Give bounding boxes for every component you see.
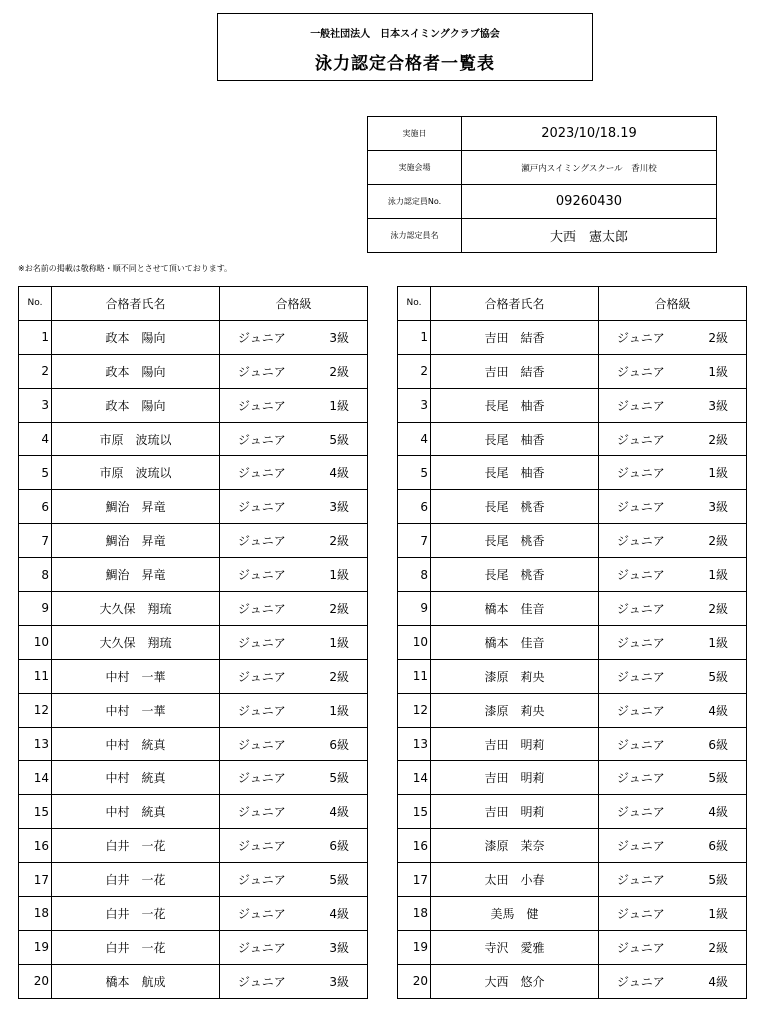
row-number: 20 [398,964,431,998]
grade-cell [599,625,747,659]
row-number: 4 [398,422,431,456]
row-number: 1 [19,320,52,354]
grade-value: 3級 [329,500,349,515]
grade-value: 5級 [329,771,349,786]
row-number: 18 [19,897,52,931]
table-row [19,795,368,829]
grade-cell [220,863,368,897]
table-row [19,558,368,592]
table-header-row [398,287,747,321]
left-table-body [19,320,368,998]
participant-name: 政本 陽向 [52,320,220,354]
participant-name: 鯛治 昇竜 [52,524,220,558]
grade-value: 6級 [329,839,349,854]
table-row [19,524,368,558]
grade-value: 3級 [708,500,728,515]
participant-name: 鯛治 昇竜 [52,558,220,592]
table-row [398,388,747,422]
participant-name: 白井 一花 [52,863,220,897]
grade-cell [599,456,747,490]
grade-level: ジュニア [238,839,286,854]
grade-value: 4級 [708,805,728,820]
grade-value: 1級 [708,364,728,379]
column-header-name: 合格者氏名 [431,287,599,321]
grade-value: 1級 [708,635,728,650]
participant-name: 吉田 明莉 [431,727,599,761]
organization-name: 一般社団法人 日本スイミングクラブ協会 [310,29,500,40]
grade-cell [220,659,368,693]
grade-value: 5級 [708,873,728,888]
grade-level: ジュニア [238,805,286,820]
grade-level: ジュニア [238,737,286,752]
grade-cell [599,930,747,964]
grade-value: 1級 [708,568,728,583]
title-box [217,13,593,81]
info-row [368,185,717,219]
grade-cell [599,524,747,558]
grade-value: 1級 [329,568,349,583]
participant-name: 中村 一華 [52,659,220,693]
table-row [19,354,368,388]
row-number: 11 [398,659,431,693]
participant-name: 中村 統真 [52,727,220,761]
grade-level: ジュニア [238,432,286,447]
participant-name: 中村 統真 [52,795,220,829]
grade-value: 3級 [329,974,349,989]
table-row [19,490,368,524]
grade-level: ジュニア [617,330,665,345]
grade-level: ジュニア [238,534,286,549]
participant-name: 白井 一花 [52,829,220,863]
info-label: 実施日 [368,117,462,151]
participant-name: 吉田 結香 [431,320,599,354]
grade-level: ジュニア [617,635,665,650]
column-header-no: No. [398,287,431,321]
info-value: 2023/10/18.19 [462,117,717,151]
grade-cell [599,592,747,626]
grade-level: ジュニア [617,466,665,481]
table-row [398,456,747,490]
grade-value: 1級 [708,906,728,921]
table-row [398,659,747,693]
grade-level: ジュニア [238,500,286,515]
grade-value: 1級 [329,703,349,718]
row-number: 14 [19,761,52,795]
row-number: 10 [19,625,52,659]
grade-level: ジュニア [617,839,665,854]
participant-name: 吉田 明莉 [431,761,599,795]
grade-value: 2級 [708,330,728,345]
grade-level: ジュニア [238,635,286,650]
column-header-grade: 合格級 [220,287,368,321]
participant-name: 中村 一華 [52,693,220,727]
grade-level: ジュニア [617,906,665,921]
grade-value: 6級 [329,737,349,752]
participant-name: 白井 一花 [52,897,220,931]
grade-level: ジュニア [617,601,665,616]
grade-value: 6級 [708,737,728,752]
grade-value: 5級 [329,873,349,888]
grade-level: ジュニア [238,568,286,583]
table-row [398,930,747,964]
grade-cell [599,795,747,829]
row-number: 15 [19,795,52,829]
column-header-name: 合格者氏名 [52,287,220,321]
grade-value: 1級 [329,635,349,650]
row-number: 19 [398,930,431,964]
grade-cell [599,490,747,524]
row-number: 20 [19,964,52,998]
participant-name: 鯛治 昇竜 [52,490,220,524]
table-row [19,693,368,727]
row-number: 3 [398,388,431,422]
table-row [398,625,747,659]
grade-cell [220,320,368,354]
row-number: 8 [19,558,52,592]
grade-level: ジュニア [617,669,665,684]
row-number: 6 [19,490,52,524]
table-row [398,761,747,795]
row-number: 18 [398,897,431,931]
grade-cell [220,592,368,626]
grade-value: 3級 [329,940,349,955]
grade-value: 1級 [708,466,728,481]
info-label: 泳力認定員名 [368,219,462,253]
left-results-table [18,286,368,999]
grade-level: ジュニア [238,974,286,989]
participant-name: 大西 悠介 [431,964,599,998]
table-row [19,964,368,998]
grade-cell [220,795,368,829]
participant-name: 漆原 莉央 [431,659,599,693]
row-number: 1 [398,320,431,354]
row-number: 9 [19,592,52,626]
grade-level: ジュニア [238,330,286,345]
table-row [398,897,747,931]
table-row [19,897,368,931]
table-row [19,422,368,456]
participant-name: 長尾 柚香 [431,422,599,456]
grade-cell [599,354,747,388]
table-row [398,558,747,592]
table-row [398,829,747,863]
grade-level: ジュニア [238,940,286,955]
grade-level: ジュニア [617,974,665,989]
row-number: 16 [398,829,431,863]
table-row [398,795,747,829]
table-row [19,863,368,897]
grade-cell [599,558,747,592]
row-number: 6 [398,490,431,524]
info-row [368,219,717,253]
table-row [19,930,368,964]
grade-level: ジュニア [617,805,665,820]
grade-level: ジュニア [238,601,286,616]
participant-name: 大久保 翔琉 [52,592,220,626]
grade-value: 5級 [708,771,728,786]
grade-cell [220,490,368,524]
grade-level: ジュニア [238,364,286,379]
grade-cell [220,897,368,931]
row-number: 5 [398,456,431,490]
grade-value: 2級 [329,534,349,549]
grade-value: 3級 [708,398,728,413]
row-number: 3 [19,388,52,422]
participant-name: 長尾 柚香 [431,388,599,422]
grade-level: ジュニア [238,466,286,481]
column-header-grade: 合格級 [599,287,747,321]
info-value: 瀬戸内スイミングスクール 香川校 [462,151,717,185]
row-number: 19 [19,930,52,964]
note-text: ※お名前の掲載は敬称略・順不同とさせて頂いております。 [18,264,233,273]
grade-level: ジュニア [617,940,665,955]
grade-cell [599,964,747,998]
grade-value: 4級 [329,906,349,921]
row-number: 2 [19,354,52,388]
grade-value: 3級 [329,330,349,345]
grade-cell [220,727,368,761]
participant-name: 寺沢 愛雅 [431,930,599,964]
grade-cell [220,388,368,422]
participant-name: 橋本 航成 [52,964,220,998]
grade-cell [220,625,368,659]
table-row [398,524,747,558]
participant-name: 橋本 佳音 [431,592,599,626]
grade-cell [599,829,747,863]
participant-name: 市原 波琉以 [52,456,220,490]
grade-value: 4級 [708,703,728,718]
participant-name: 長尾 桃香 [431,524,599,558]
participant-name: 美馬 健 [431,897,599,931]
row-number: 15 [398,795,431,829]
grade-cell [220,558,368,592]
row-number: 7 [398,524,431,558]
participant-name: 漆原 莉央 [431,693,599,727]
column-header-no: No. [19,287,52,321]
table-row [19,592,368,626]
grade-cell [599,727,747,761]
grade-level: ジュニア [617,398,665,413]
info-value: 09260430 [462,185,717,219]
grade-value: 2級 [708,534,728,549]
grade-cell [220,761,368,795]
grade-value: 1級 [329,398,349,413]
grade-level: ジュニア [238,906,286,921]
grade-value: 4級 [329,805,349,820]
row-number: 13 [19,727,52,761]
grade-value: 2級 [708,601,728,616]
table-row [398,490,747,524]
grade-level: ジュニア [238,398,286,413]
grade-cell [599,761,747,795]
grade-cell [599,422,747,456]
grade-level: ジュニア [238,771,286,786]
row-number: 17 [19,863,52,897]
participant-name: 白井 一花 [52,930,220,964]
row-number: 14 [398,761,431,795]
table-row [398,592,747,626]
table-row [398,422,747,456]
grade-cell [220,829,368,863]
grade-level: ジュニア [617,500,665,515]
grade-level: ジュニア [617,432,665,447]
table-row [19,388,368,422]
table-header-row [19,287,368,321]
info-row [368,117,717,151]
grade-level: ジュニア [617,703,665,718]
grade-cell [220,422,368,456]
table-row [19,727,368,761]
table-row [398,693,747,727]
participant-name: 中村 統真 [52,761,220,795]
grade-cell [599,388,747,422]
right-results-table [397,286,747,999]
row-number: 8 [398,558,431,592]
table-row [19,456,368,490]
info-table [367,116,717,253]
grade-level: ジュニア [617,364,665,379]
participant-name: 太田 小春 [431,863,599,897]
grade-value: 2級 [329,601,349,616]
table-row [19,829,368,863]
page-title: 泳力認定合格者一覧表 [315,54,495,74]
table-row [398,320,747,354]
grade-level: ジュニア [238,703,286,718]
participant-name: 大久保 翔琉 [52,625,220,659]
grade-value: 5級 [329,432,349,447]
grade-level: ジュニア [617,873,665,888]
info-value: 大西 憲太郎 [462,219,717,253]
grade-cell [220,964,368,998]
participant-name: 吉田 明莉 [431,795,599,829]
participant-name: 長尾 桃香 [431,490,599,524]
table-row [19,659,368,693]
grade-cell [599,863,747,897]
table-row [398,727,747,761]
grade-value: 2級 [708,940,728,955]
row-number: 12 [398,693,431,727]
grade-value: 6級 [708,839,728,854]
row-number: 11 [19,659,52,693]
grade-value: 2級 [329,364,349,379]
info-label: 実施会場 [368,151,462,185]
row-number: 2 [398,354,431,388]
grade-level: ジュニア [617,737,665,752]
grade-level: ジュニア [617,568,665,583]
grade-value: 5級 [708,669,728,684]
row-number: 17 [398,863,431,897]
info-label: 泳力認定員No. [368,185,462,219]
grade-level: ジュニア [238,873,286,888]
row-number: 16 [19,829,52,863]
grade-cell [220,693,368,727]
grade-value: 4級 [708,974,728,989]
grade-value: 4級 [329,466,349,481]
participant-name: 吉田 結香 [431,354,599,388]
grade-cell [220,456,368,490]
table-row [398,354,747,388]
row-number: 4 [19,422,52,456]
row-number: 7 [19,524,52,558]
row-number: 13 [398,727,431,761]
grade-level: ジュニア [617,771,665,786]
row-number: 12 [19,693,52,727]
grade-cell [220,354,368,388]
row-number: 9 [398,592,431,626]
grade-level: ジュニア [238,669,286,684]
table-row [19,625,368,659]
grade-cell [599,659,747,693]
row-number: 5 [19,456,52,490]
table-row [398,964,747,998]
participant-name: 長尾 柚香 [431,456,599,490]
grade-cell [599,897,747,931]
grade-cell [220,524,368,558]
grade-cell [599,320,747,354]
info-row [368,151,717,185]
row-number: 10 [398,625,431,659]
grade-value: 2級 [708,432,728,447]
participant-name: 政本 陽向 [52,388,220,422]
grade-value: 2級 [329,669,349,684]
grade-level: ジュニア [617,534,665,549]
participant-name: 市原 波琉以 [52,422,220,456]
participant-name: 政本 陽向 [52,354,220,388]
table-row [19,320,368,354]
participant-name: 橋本 佳音 [431,625,599,659]
grade-cell [599,693,747,727]
right-table-body [398,320,747,998]
table-row [19,761,368,795]
grade-cell [220,930,368,964]
participant-name: 漆原 茉奈 [431,829,599,863]
table-row [398,863,747,897]
participant-name: 長尾 桃香 [431,558,599,592]
